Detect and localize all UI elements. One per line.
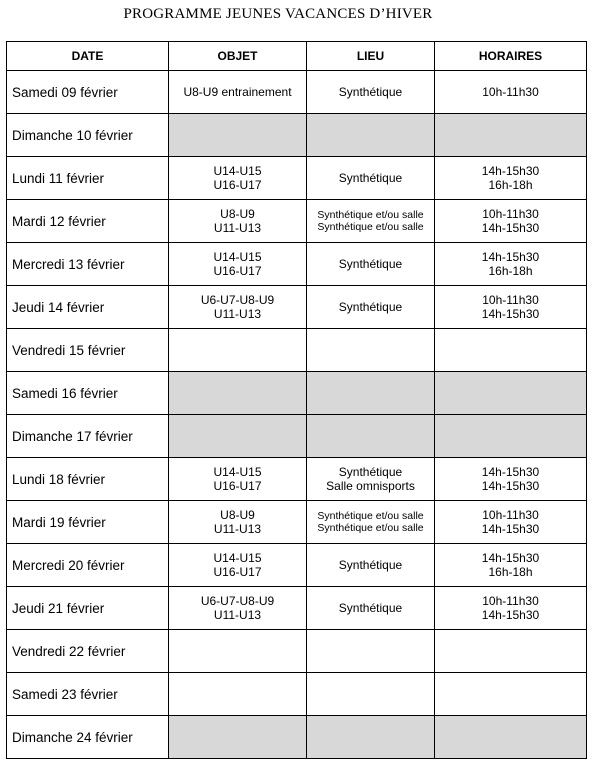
schedule-table bbox=[6, 41, 587, 759]
cell-horaires bbox=[435, 200, 587, 243]
cell-objet-line: U11-U13 bbox=[213, 522, 262, 536]
cell-date: Lundi 11 février bbox=[7, 157, 169, 200]
cell-horaires bbox=[435, 286, 587, 329]
cell-date: Jeudi 14 février bbox=[7, 286, 169, 329]
cell-objet-line: U11-U13 bbox=[213, 221, 262, 235]
cell-horaires bbox=[435, 243, 587, 286]
cell-lieu bbox=[307, 415, 435, 458]
document-title: PROGRAMME JEUNES VACANCES D’HIVER bbox=[123, 6, 433, 22]
cell-horaires bbox=[435, 544, 587, 587]
cell-objet-line: U11-U13 bbox=[213, 608, 262, 622]
header-date: DATE bbox=[7, 42, 169, 71]
cell-date: Samedi 09 février bbox=[7, 71, 169, 114]
cell-horaires-line: 14h-15h30 bbox=[481, 164, 540, 178]
header-horaires: HORAIRES bbox=[435, 42, 587, 71]
cell-date: Vendredi 22 février bbox=[7, 630, 169, 673]
cell-objet-line: U6-U7-U8-U9 bbox=[200, 594, 275, 608]
cell-lieu-line: Synthétique bbox=[338, 601, 403, 615]
cell-lieu bbox=[307, 157, 435, 200]
table-row bbox=[7, 243, 587, 286]
table-row bbox=[7, 544, 587, 587]
cell-date: Lundi 18 février bbox=[7, 458, 169, 501]
table-body bbox=[7, 71, 587, 759]
cell-objet bbox=[169, 286, 307, 329]
cell-lieu bbox=[307, 501, 435, 544]
cell-objet bbox=[169, 243, 307, 286]
cell-objet bbox=[169, 329, 307, 372]
table-row bbox=[7, 71, 587, 114]
cell-objet bbox=[169, 630, 307, 673]
cell-date: Jeudi 21 février bbox=[7, 587, 169, 630]
cell-horaires bbox=[435, 415, 587, 458]
cell-horaires bbox=[435, 157, 587, 200]
cell-objet bbox=[169, 114, 307, 157]
cell-horaires bbox=[435, 372, 587, 415]
cell-lieu-line: Synthétique et/ou salle bbox=[317, 510, 424, 522]
cell-date: Mercredi 20 février bbox=[7, 544, 169, 587]
cell-horaires-line: 14h-15h30 bbox=[481, 221, 540, 235]
cell-objet-line: U8-U9 bbox=[220, 207, 255, 221]
cell-horaires-line: 14h-15h30 bbox=[481, 522, 540, 536]
table-row bbox=[7, 157, 587, 200]
cell-lieu-line: Synthétique bbox=[338, 171, 403, 185]
cell-lieu-line: Synthétique bbox=[338, 85, 403, 99]
table-row bbox=[7, 200, 587, 243]
cell-lieu-line: Synthétique bbox=[338, 257, 403, 271]
cell-objet bbox=[169, 415, 307, 458]
cell-date: Dimanche 24 février bbox=[7, 716, 169, 759]
cell-lieu-line: Synthétique et/ou salle bbox=[317, 209, 424, 221]
table-row bbox=[7, 630, 587, 673]
table-row bbox=[7, 372, 587, 415]
cell-objet-line: U8-U9 entrainement bbox=[183, 85, 292, 99]
cell-date: Vendredi 15 février bbox=[7, 329, 169, 372]
cell-objet bbox=[169, 544, 307, 587]
cell-horaires-line: 14h-15h30 bbox=[481, 250, 540, 264]
cell-horaires bbox=[435, 630, 587, 673]
cell-lieu bbox=[307, 286, 435, 329]
cell-lieu bbox=[307, 716, 435, 759]
cell-date: Samedi 23 février bbox=[7, 673, 169, 716]
cell-objet bbox=[169, 157, 307, 200]
cell-horaires bbox=[435, 71, 587, 114]
header-objet: OBJET bbox=[169, 42, 307, 71]
cell-horaires-line: 14h-15h30 bbox=[481, 307, 540, 321]
cell-lieu-line: Synthétique bbox=[338, 465, 403, 479]
cell-horaires-line: 14h-15h30 bbox=[481, 551, 540, 565]
cell-objet-line: U8-U9 bbox=[220, 508, 255, 522]
cell-lieu bbox=[307, 587, 435, 630]
cell-date: Mardi 19 février bbox=[7, 501, 169, 544]
cell-lieu bbox=[307, 200, 435, 243]
table-header bbox=[7, 42, 587, 71]
cell-horaires bbox=[435, 716, 587, 759]
cell-lieu-line: Synthétique bbox=[338, 300, 403, 314]
cell-objet-line: U14-U15 bbox=[213, 465, 262, 479]
cell-horaires bbox=[435, 501, 587, 544]
cell-date: Dimanche 10 février bbox=[7, 114, 169, 157]
cell-date: Dimanche 17 février bbox=[7, 415, 169, 458]
cell-objet bbox=[169, 587, 307, 630]
table-row bbox=[7, 329, 587, 372]
cell-horaires bbox=[435, 329, 587, 372]
cell-date: Samedi 16 février bbox=[7, 372, 169, 415]
cell-lieu-line: Salle omnisports bbox=[326, 479, 415, 493]
cell-objet bbox=[169, 200, 307, 243]
cell-horaires-line: 16h-18h bbox=[488, 565, 533, 579]
cell-lieu-line: Synthétique bbox=[338, 558, 403, 572]
table-row bbox=[7, 286, 587, 329]
table-row bbox=[7, 415, 587, 458]
cell-objet bbox=[169, 673, 307, 716]
cell-lieu-line: Synthétique et/ou salle bbox=[317, 522, 424, 534]
cell-objet bbox=[169, 71, 307, 114]
table-row bbox=[7, 501, 587, 544]
cell-objet-line: U16-U17 bbox=[213, 479, 262, 493]
table-row bbox=[7, 587, 587, 630]
cell-horaires bbox=[435, 114, 587, 157]
table-row bbox=[7, 673, 587, 716]
cell-objet bbox=[169, 372, 307, 415]
cell-horaires-line: 16h-18h bbox=[488, 178, 533, 192]
cell-horaires bbox=[435, 458, 587, 501]
cell-objet-line: U14-U15 bbox=[213, 551, 262, 565]
cell-horaires-line: 14h-15h30 bbox=[481, 465, 540, 479]
cell-lieu bbox=[307, 630, 435, 673]
cell-objet bbox=[169, 458, 307, 501]
cell-lieu bbox=[307, 673, 435, 716]
cell-objet bbox=[169, 716, 307, 759]
cell-objet-line: U11-U13 bbox=[213, 307, 262, 321]
cell-lieu bbox=[307, 458, 435, 501]
header-lieu: LIEU bbox=[307, 42, 435, 71]
cell-lieu bbox=[307, 71, 435, 114]
cell-objet bbox=[169, 501, 307, 544]
cell-horaires-line: 16h-18h bbox=[488, 264, 533, 278]
cell-horaires-line: 14h-15h30 bbox=[481, 608, 540, 622]
cell-lieu bbox=[307, 372, 435, 415]
cell-objet-line: U16-U17 bbox=[213, 565, 262, 579]
cell-objet-line: U14-U15 bbox=[213, 250, 262, 264]
cell-lieu bbox=[307, 114, 435, 157]
cell-horaires-line: 10h-11h30 bbox=[482, 85, 539, 99]
table-row bbox=[7, 716, 587, 759]
cell-lieu-line: Synthétique et/ou salle bbox=[317, 221, 424, 233]
cell-horaires-line: 10h-11h30 bbox=[482, 207, 539, 221]
cell-horaires-line: 10h-11h30 bbox=[482, 594, 539, 608]
cell-horaires bbox=[435, 673, 587, 716]
cell-horaires-line: 10h-11h30 bbox=[482, 508, 539, 522]
cell-date: Mercredi 13 février bbox=[7, 243, 169, 286]
cell-objet-line: U16-U17 bbox=[213, 264, 262, 278]
cell-lieu bbox=[307, 329, 435, 372]
table-row bbox=[7, 114, 587, 157]
cell-horaires bbox=[435, 587, 587, 630]
cell-objet-line: U14-U15 bbox=[213, 164, 262, 178]
cell-horaires-line: 14h-15h30 bbox=[481, 479, 540, 493]
cell-horaires-line: 10h-11h30 bbox=[482, 293, 539, 307]
cell-date: Mardi 12 février bbox=[7, 200, 169, 243]
table-row bbox=[7, 458, 587, 501]
cell-objet-line: U6-U7-U8-U9 bbox=[200, 293, 275, 307]
cell-lieu bbox=[307, 243, 435, 286]
cell-lieu bbox=[307, 544, 435, 587]
cell-objet-line: U16-U17 bbox=[213, 178, 262, 192]
